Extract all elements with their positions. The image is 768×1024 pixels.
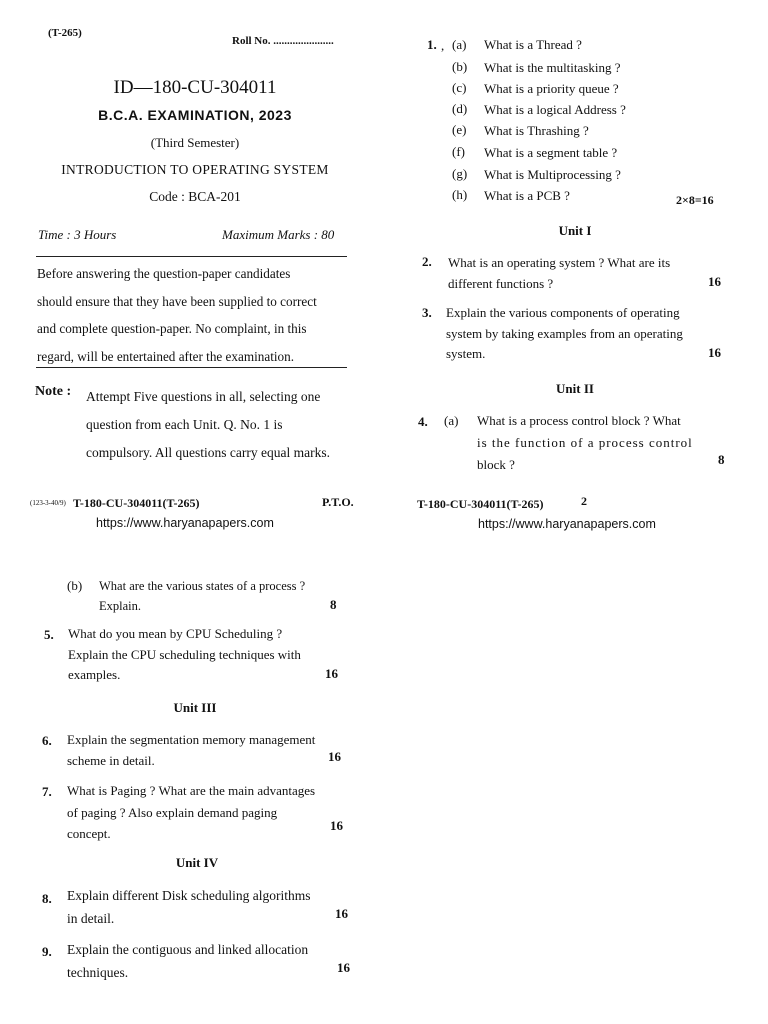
question-5-text <box>68 624 348 686</box>
q1-label-d: (d) <box>452 101 468 116</box>
q2-marks: 16 <box>708 274 721 289</box>
footer-paper-code: T-180-CU-304011(T-265) <box>417 497 544 511</box>
q7-line: What is Paging ? What are the main advantages <box>67 783 316 798</box>
id-line: ID—180-CU-304011 <box>113 77 277 98</box>
q1-text-b: What is the multitasking ? <box>484 60 621 75</box>
q1-text-d: What is a logical Address ? <box>484 102 626 117</box>
q7-marks: 16 <box>330 818 343 833</box>
instructions-top-rule <box>36 256 347 257</box>
question-6-number: 6. <box>42 733 52 748</box>
q7-line: concept. <box>67 826 111 841</box>
q7-line: of paging ? Also explain demand paging <box>67 804 278 820</box>
q2-line: different functions ? <box>448 275 554 291</box>
note-line: compulsory. All questions carry equal marks. <box>86 445 330 460</box>
website-url[interactable]: https://www.haryanapapers.com <box>478 517 656 531</box>
q8-line: in detail. <box>67 911 115 926</box>
website-url[interactable]: https://www.haryanapapers.com <box>96 516 274 530</box>
question-7-number: 7. <box>42 784 52 799</box>
q9-line: Explain the contiguous and linked allocation <box>67 942 309 957</box>
q5-line: examples. <box>68 667 121 682</box>
q5-line: Explain the CPU scheduling techniques with <box>68 646 301 662</box>
q4b-line: What are the various states of a process ? <box>99 579 306 593</box>
footer-paper-code: T-180-CU-304011(T-265) <box>73 496 200 510</box>
question-3-number: 3. <box>422 305 432 320</box>
question-7-text <box>67 780 352 845</box>
roll-number: Roll No. ...................... <box>232 35 334 47</box>
note-line: question from each Unit. Q. No. 1 is <box>86 417 283 432</box>
q3-marks: 16 <box>708 345 721 360</box>
q4b-marks: 8 <box>330 597 337 612</box>
question-9-text <box>67 938 357 984</box>
question-4b-text <box>99 576 349 616</box>
instructions-bottom-rule <box>36 367 347 368</box>
q1-label-g: (g) <box>452 166 468 181</box>
question-1-number: 1. <box>427 37 437 52</box>
q5-marks: 16 <box>325 666 338 681</box>
note-line: Attempt Five questions in all, selecting one <box>86 389 321 404</box>
exam-title: B.C.A. EXAMINATION, 2023 <box>98 107 292 123</box>
q4b-line: Explain. <box>99 599 142 613</box>
q2-line: What is an operating system ? What are its <box>448 255 671 270</box>
question-8-number: 8. <box>42 891 52 906</box>
q3-line: Explain the various components of operating <box>446 305 680 320</box>
question-3-text <box>446 303 736 365</box>
q3-line: system by taking examples from an operating <box>446 325 683 341</box>
q1-marks: 2×8=16 <box>676 193 714 207</box>
course-code: Code : BCA-201 <box>149 189 241 204</box>
q8-marks: 16 <box>335 906 348 921</box>
question-8-text <box>67 884 357 930</box>
footer-print-code: (123-3-40/9) <box>30 499 66 507</box>
unit-3-heading: Unit III <box>173 700 217 715</box>
unit-4-heading: Unit IV <box>175 855 219 870</box>
q6-line: Explain the segmentation memory management <box>67 732 316 747</box>
q9-line: techniques. <box>67 965 129 980</box>
q1-label-c: (c) <box>452 80 467 95</box>
q9-marks: 16 <box>337 960 350 975</box>
q3-line: system. <box>446 346 486 361</box>
q4-line: is the function of a process control <box>477 435 693 450</box>
q5-line: What do you mean by CPU Scheduling ? <box>68 626 283 641</box>
q8-line: Explain different Disk scheduling algorithms <box>67 888 311 903</box>
q4a-marks: 8 <box>718 452 725 467</box>
q1-label-e: (e) <box>452 122 467 137</box>
instruction-line: regard, will be entertained after the examination. <box>37 348 295 364</box>
q4-line: block ? <box>477 457 515 472</box>
maximum-marks: Maximum Marks : 80 <box>222 227 335 242</box>
unit-1-heading: Unit I <box>558 223 592 238</box>
semester: (Third Semester) <box>150 135 240 150</box>
q4-line: What is a process control block ? What <box>477 413 681 428</box>
q1-text-h: What is a PCB ? <box>484 188 570 203</box>
note-label: Note : <box>35 384 72 399</box>
question-4a-text <box>477 410 732 476</box>
q4-label-a: (a) <box>444 413 459 428</box>
subject-title: INTRODUCTION TO OPERATING SYSTEM <box>61 162 329 177</box>
footer-page-number: 2 <box>581 494 587 508</box>
q1-text-e: What is Thrashing ? <box>484 123 589 138</box>
paper-code: (T-265) <box>48 27 82 39</box>
question-9-number: 9. <box>42 944 52 959</box>
instruction-line: should ensure that they have been supplied to correct <box>37 293 317 309</box>
exam-time: Time : 3 Hours <box>38 227 117 242</box>
question-4-number: 4. <box>418 414 428 429</box>
unit-2-heading: Unit II <box>556 381 594 396</box>
q1-label-h: (h) <box>452 187 468 202</box>
q1-label-f: (f) <box>452 144 465 159</box>
q6-marks: 16 <box>328 749 341 764</box>
tick-mark: , <box>441 38 445 53</box>
q6-line: scheme in detail. <box>67 753 155 768</box>
q1-text-g: What is Multiprocessing ? <box>484 167 621 182</box>
footer-pto: P.T.O. <box>322 495 354 509</box>
q1-label-a: (a) <box>452 37 467 52</box>
instruction-line: and complete question-paper. No complaint, in this <box>37 321 307 336</box>
q1-text-a: What is a Thread ? <box>484 37 582 52</box>
q1-text-f: What is a segment table ? <box>484 145 618 160</box>
q4-label-b: (b) <box>67 578 83 593</box>
q1-text-c: What is a priority queue ? <box>484 81 619 96</box>
question-6-text <box>67 729 352 771</box>
question-2-number: 2. <box>422 254 432 269</box>
instructions-block <box>37 260 357 370</box>
question-2-text <box>448 253 728 294</box>
note-text <box>86 383 361 467</box>
question-5-number: 5. <box>44 627 54 642</box>
q1-label-b: (b) <box>452 59 468 74</box>
instruction-line: Before answering the question-paper candidates <box>37 266 291 281</box>
